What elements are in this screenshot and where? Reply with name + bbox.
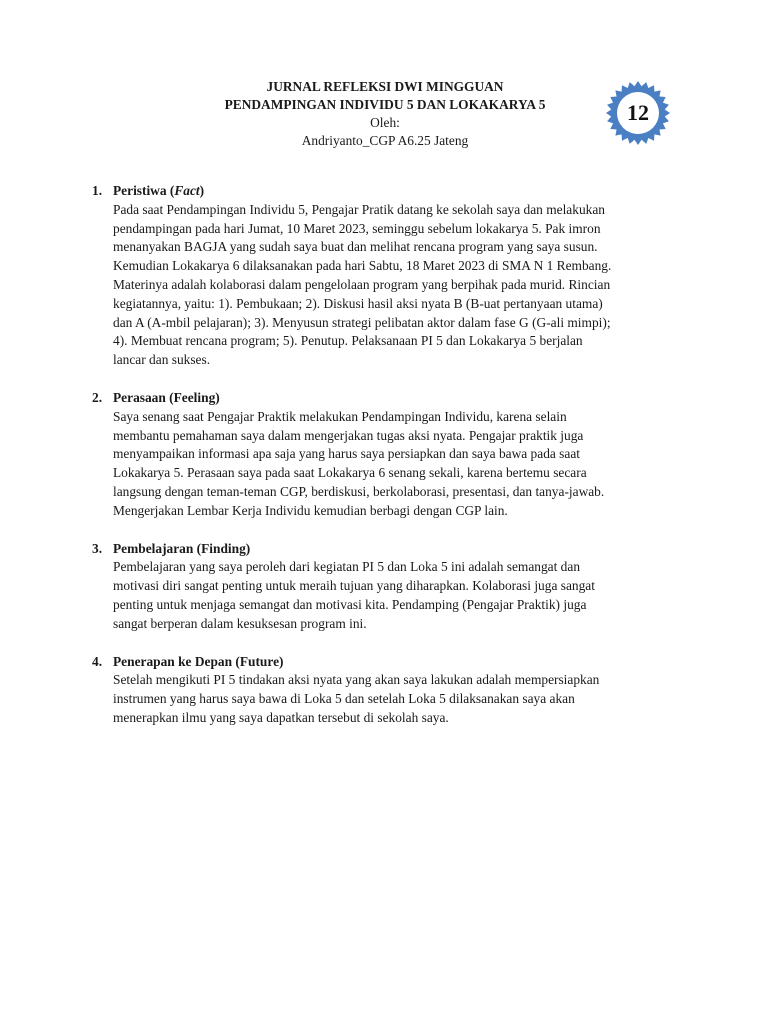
section-body [113,408,682,521]
author-name: Andriyanto_CGP A6.25 Jateng [301,133,469,148]
section-feeling [92,389,682,521]
body-line: Lokakarya 5. Perasaan saya pada saat Lokakarya 6 senang sekali, karena bertemu secara [113,465,587,481]
section-body [113,558,682,633]
body-line: pendampingan pada hari Jumat, 10 Maret 2023, seminggu sebelum lokakarya 5. Pak imron [113,220,601,236]
by-label: Oleh: [370,115,400,130]
body-line: dan A (A-mbil pelajaran); 3). Menyusun strategi pelibatan aktor dalam fase G (G-ali mimpi); [113,314,611,330]
body-line: Materinya adalah kolaborasi dalam pengelolaan program yang berpihak pada murid. Rincian [113,276,611,292]
body-line: lancar dan sukses. [113,352,211,368]
section-number: 1. [92,183,103,198]
body-line: membantu pemahaman saya dalam mengerjakan tugas aksi nyata. Pengajar praktik juga [113,427,584,443]
section-body [113,201,682,370]
reflection-sections [92,182,682,747]
body-line: motivasi diri sangat penting untuk meraih tujuan yang diharapkan. Kolaborasi juga sangat [113,578,595,594]
body-line: menanyakan BAGJA yang sudah saya buat dan melihat rencana program yang saya susun. [113,239,598,255]
section-title-pre: Peristiwa ( [113,183,175,198]
body-line: Saya senang saat Pengajar Praktik melakukan Pendampingan Individu, karena selain [113,408,567,424]
body-line: sangat berperan dalam kesuksesan program ini. [113,615,367,631]
section-future [92,653,682,728]
body-line: menerapkan ilmu yang saya dapatkan tersebut di sekolah saya. [113,709,449,725]
body-line: Setelah mengikuti PI 5 tindakan aksi nyata yang akan saya lakukan adalah mempersiapkan [113,672,600,688]
body-line: menyampaikan informasi apa saja yang harus saya persiapkan dan saya bawa pada saat [113,446,580,462]
section-title [113,182,682,201]
section-title: Pembelajaran (Finding) [113,540,251,556]
title-line-1: JURNAL REFLEKSI DWI MINGGUAN [266,79,504,94]
section-title-italic: Fact [174,183,200,198]
page-number-badge [600,80,676,146]
title-line-2: PENDAMPINGAN INDIVIDU 5 DAN LOKAKARYA 5 [224,97,546,112]
body-line: 4). Membuat rencana program; 5). Penutup. Pelaksanaan PI 5 dan Lokakarya 5 berjalan [113,333,583,349]
section-number: 3. [92,540,103,556]
body-line: penting untuk menjaga semangat dan motivasi kita. Pendamping (Pengajar Praktik) juga [113,596,587,612]
section-finding [92,540,682,634]
section-title-post: ) [199,183,205,198]
body-line: instrumen yang harus saya bawa di Loka 5 dan setelah Loka 5 dilaksanakan saya akan [113,691,575,707]
badge-number: 12 [627,100,649,125]
document-header [150,78,620,150]
section-title: Perasaan (Feeling) [113,389,220,405]
body-line: Pada saat Pendampingan Individu 5, Pengajar Pratik datang ke sekolah saya dan melakukan [113,201,605,217]
body-line: langsung dengan teman-teman CGP, berdiskusi, berkolaborasi, presentasi, dan tanya-jawab. [113,483,605,499]
section-title: Penerapan ke Depan (Future) [113,653,284,669]
section-fact [92,182,682,370]
body-line: Mengerjakan Lembar Kerja Individu kemudian berbagi dengan CGP lain. [113,502,508,518]
body-line: Kemudian Lokakarya 6 dilaksanakan pada hari Sabtu, 18 Maret 2023 di SMA N 1 Rembang. [113,258,612,274]
body-line: Pembelajaran yang saya peroleh dari kegiatan PI 5 dan Loka 5 ini adalah semangat dan [113,559,581,575]
body-line: kegiatannya, yaitu: 1). Pembukaan; 2). Diskusi hasil aksi nyata B (B-uat pertanyaan utama) [113,295,603,311]
section-number: 2. [92,389,103,405]
section-number: 4. [92,653,103,669]
section-body [113,671,682,727]
